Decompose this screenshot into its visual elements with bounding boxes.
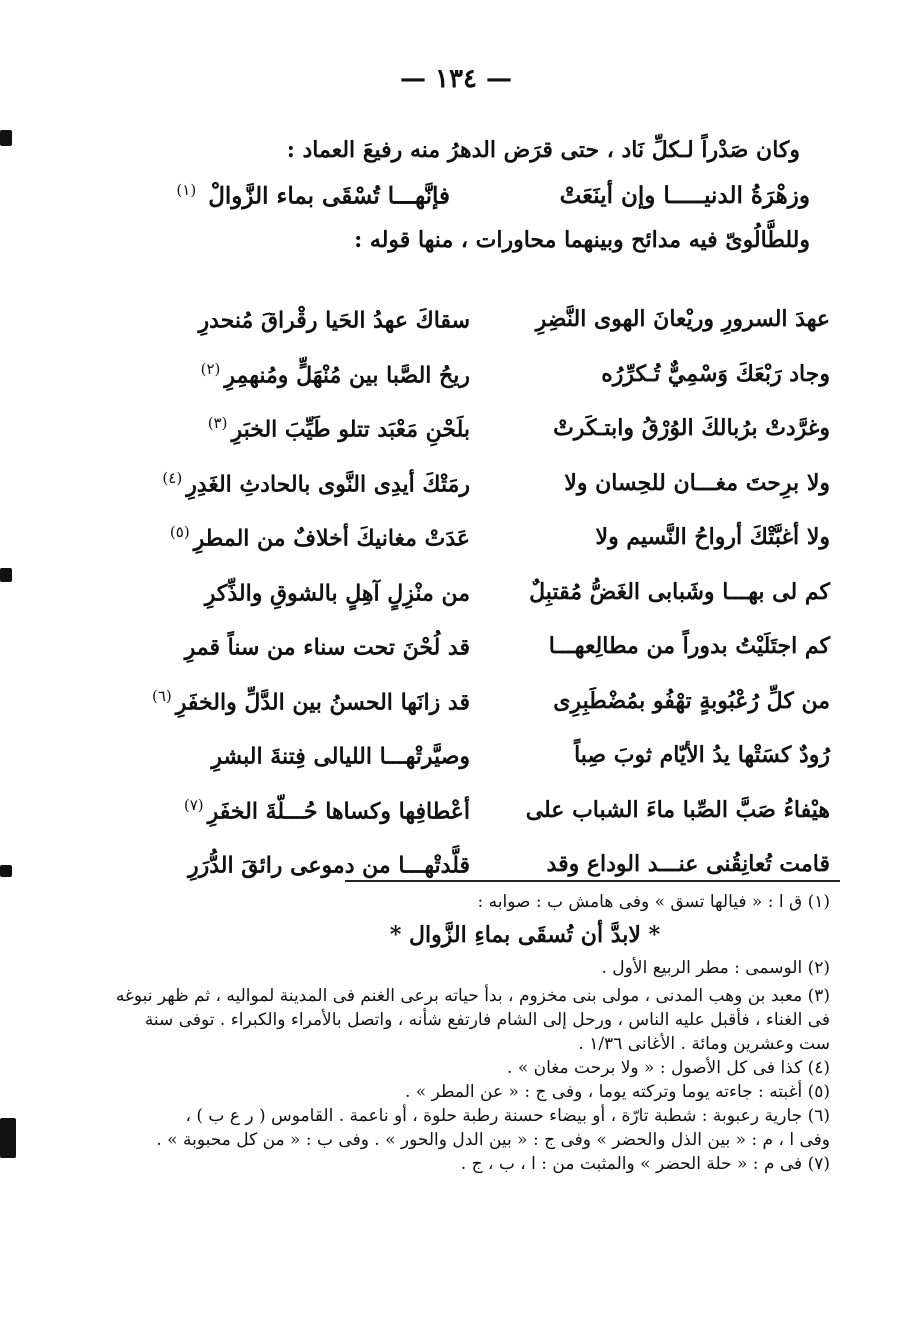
footnote-marker: (٦) [152, 686, 172, 705]
hemistich-text: وصيَّرتْهـــا الليالى فِتنةَ البشرِ [211, 743, 470, 770]
hemistich-right: عهدَ السرورِ وريْعانَ الهوى النَّضِرِ [535, 306, 830, 333]
verse-line [130, 837, 830, 892]
hemistich-right: من كلِّ رُعْبُوبةٍ تهْفُو بمُضْطَبِرِى [553, 687, 830, 714]
hemistich-left [130, 632, 470, 660]
hemistich-text: سقاكَ عهدُ الحَيا رقْراقَ مُنحدرِ [198, 307, 470, 334]
hemistich-left [130, 469, 470, 497]
hemistich-left [130, 687, 470, 715]
hemistich-left [130, 741, 470, 769]
verse-line [130, 783, 830, 838]
prose-line: وللطَّالُوىّ فيه مدائح وبينهما محاورات ، منها قوله : [354, 227, 810, 253]
hemistich-left [130, 414, 470, 442]
verse-line [130, 347, 830, 402]
footnote-1-quote: * لابدَّ أن تُسقَى بماءِ الزَّوال * [389, 922, 661, 948]
verse-line [130, 619, 830, 674]
footnote-marker: (١) [176, 180, 197, 199]
footnote-marker: (٥) [169, 523, 190, 542]
footnote-marker: (٧) [183, 795, 204, 814]
footnote-3-line: (٣) معبد بن وهب المدنى ، مولى بنى مخزوم ، بدأ حياته برعى الغنم فى المدينة لمواليه ، ثم ظهر نبوغه [115, 986, 830, 1006]
poem [130, 292, 830, 892]
footnote-divider [345, 880, 840, 882]
footnote-marker: (٤) [162, 468, 183, 487]
hemistich-text: فإنَّهـــا تُسْقَى بماء الزَّوالْ [208, 182, 450, 210]
hemistich-right: ولا أغبَّتْكَ أرواحُ النَّسيم ولا [595, 524, 830, 551]
hemistich-text: قد لُحْنَ تحت سناء من سناً قمرِ [184, 634, 470, 661]
footnote-5: (٥) أغبته : جاءته يوما وتركته يوما ، وفى ج : « عن المطر » . [404, 1082, 830, 1102]
footnote-marker: (٣) [207, 414, 228, 433]
verse-line [130, 456, 830, 511]
verse-line [130, 565, 830, 620]
hemistich-right: كم لى بهـــا وشَبابى الغَضُّ مُقتبِلٌ [529, 578, 830, 605]
verse-line [130, 728, 830, 783]
hemistich-right: وزهْرَةُ الدنيـــــا وإن أينَعَتْ [559, 181, 810, 209]
footnotes [110, 890, 830, 1176]
verse-line [130, 674, 830, 729]
verse-line [130, 401, 830, 456]
hemistich-left [130, 850, 470, 878]
hemistich-right: كم اجتَلَيْتُ بدوراً من مطالِعهـــا [548, 633, 830, 660]
footnote-3-line: ست وعشرين ومائة . الأغانى ١/٣٦ . [578, 1034, 830, 1054]
hemistich-text: من منْزِلٍ آهِلٍ بالشوقِ والذِّكرِ [204, 579, 470, 606]
footnote-4: (٤) كذا فى كل الأصول : « ولا برحت مغان » . [507, 1058, 830, 1078]
hemistich-left [130, 523, 470, 551]
hemistich-text: عَدَتْ مغانيكَ أخلافٌ من المطرِ [193, 525, 470, 552]
footnote-marker: (٢) [200, 359, 221, 378]
hemistich-right: وجاد رَبْعَكَ وَسْمِيٌّ تُـكرِّرُه [601, 360, 830, 387]
verse-line [130, 292, 830, 347]
footnote-3-line: فى الغناء ، فأقبل عليه الناس ، ورحل إلى الشام فارتفع شأنه ، واتصل بالأمراء والكبراء . توفى سنة [144, 1010, 830, 1030]
intro-text [110, 128, 810, 262]
hemistich-text: رمَتْكَ أيدِى النَّوى بالحادثِ الغَدِرِ [186, 470, 470, 497]
footnote-2: (٢) الوسمى : مطر الربيع الأول . [601, 958, 830, 978]
hemistich-left [130, 796, 470, 824]
hemistich-text: أعْطافِها وكساها حُـــلّةَ الخفَرِ [207, 797, 470, 824]
prose-line: وكان صَدْراً لـكلِّ نَاد ، حتى قرَض الدهرُ منه رفيعَ العماد : [286, 137, 800, 163]
hemistich-right: وغرَّدتْ برُبالكَ الوُرْقُ وابتـكَرتْ [553, 415, 830, 442]
hemistich-left [130, 360, 470, 388]
hemistich-text: قد زانَها الحسنُ بين الدَّلِّ والخفَرِ [175, 688, 470, 715]
footnote-6-line: (٦) جارية رعبوبة : شطبة تارّة ، أو بيضاء حسنة رطبة حلوة ، أو ناعمة . القاموس ( ر ع ب ) ، [185, 1106, 830, 1126]
footnote-1: (١) ق ا : « فيالها تسق » وفى هامش ب : صوابه : [477, 892, 830, 912]
hemistich-left [130, 578, 470, 606]
page-number: — ١٣٤ — [399, 64, 513, 94]
hemistich-right: قامت تُعانِقُنى عنـــد الوداع وقد [546, 851, 830, 878]
page-edge-mark [0, 568, 12, 582]
footnote-7: (٧) فى م : « حلة الحضر » والمثبت من : ا ، ب ، ج . [460, 1154, 830, 1174]
hemistich-left [110, 181, 450, 210]
hemistich-right: رُودٌ كسَتْها يدُ الأيّام ثوبَ صِباً [574, 742, 830, 769]
footnote-6-line: وفى ا ، م : « بين الذل والحضر » وفى ج : « بين الدل والحور » . وفى ب : « من كل محبوبة » . [156, 1130, 830, 1150]
verse-line [130, 510, 830, 565]
page-edge-mark [0, 130, 12, 146]
page-edge-mark [0, 1118, 16, 1158]
hemistich-text: قلَّدتْهـــا من دموعى رائقَ الدُّرَرِ [187, 852, 470, 879]
hemistich-text: بلَحْنِ مَعْبَد تتلو طَيِّبَ الخبَرِ [231, 416, 470, 443]
hemistich-right: ولا برِحتَ مغـــان للحِسان ولا [564, 469, 830, 496]
hemistich-right: هيْفاءُ صَبَّ الصِّبا ماءَ الشباب على [525, 796, 830, 823]
hemistich-left [130, 305, 470, 333]
page-edge-mark [0, 865, 12, 877]
verse-line [110, 172, 810, 218]
hemistich-text: ريحُ الصَّبا بين مُنْهَلٍّ ومُنهمِرِ [224, 361, 470, 388]
